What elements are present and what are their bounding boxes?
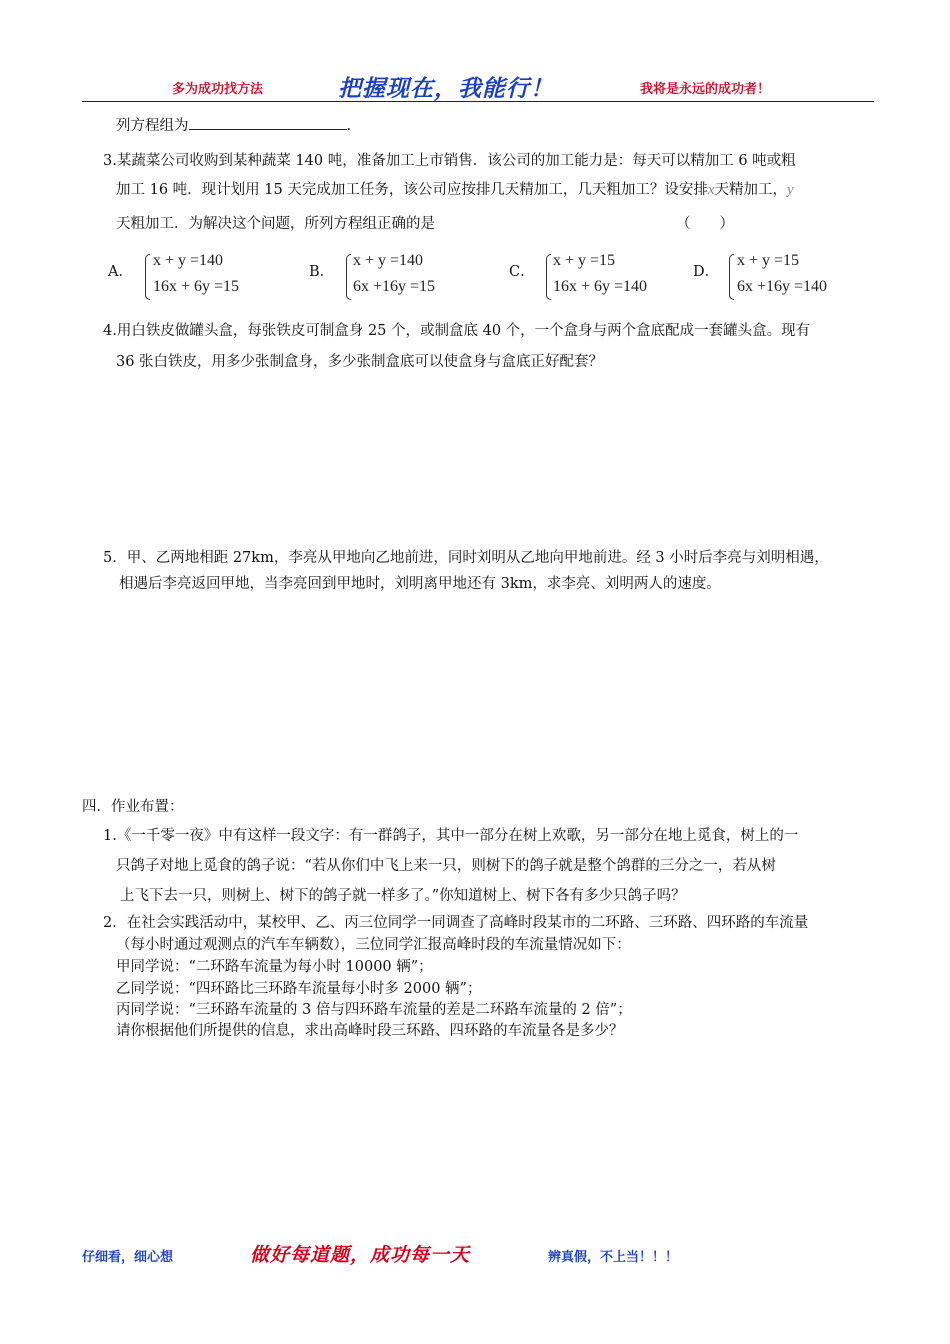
- option-b-label: B．: [309, 264, 335, 280]
- header-title: 把握现在，我能行！: [338, 75, 554, 102]
- q3-line-2-text: 加工 16 吨．现计划用 15 天完成加工任务，该公司应按排几天精加工，几天粗加工？设安排: [116, 182, 708, 198]
- option-d-label: D．: [693, 264, 720, 280]
- s4-p1-line-3: 上飞下去一只，则树上、树下的鸽子就一样多了。”你知道树上、树下各有多少只鸽子吗？: [120, 888, 686, 904]
- s4-p2-line-6: 请你根据他们所提供的信息，求出高峰时段三环路、四环路的车流量各是多少？: [116, 1023, 624, 1039]
- q4-line-2: 36 张白铁皮，用多少张制盒身，多少张制盒底可以使盒身与盒底正好配套？: [116, 354, 604, 370]
- option-b-system: [353, 248, 435, 300]
- option-c-eq2: 16x + 6y =140: [553, 278, 648, 295]
- option-b-eq2: 6x +16y =15: [353, 278, 436, 295]
- header-right-motto: 我将是永远的成功者！: [640, 82, 771, 97]
- s4-p2-line-4: 乙同学说：“四环路比三环路车流量每小时多 2000 辆”；: [116, 981, 482, 997]
- s4-p1-line-2: 只鸽子对地上觅食的鸽子说：“若从你们中飞上来一只，则树下的鸽子就是整个鸽群的三分之一，若从树: [116, 858, 776, 874]
- option-c-system: [553, 248, 647, 300]
- q3-line-3: 天粗加工．为解决这个问题，所列方程组正确的是: [116, 216, 435, 232]
- q3-line-2-text-b: 天精加工，: [714, 182, 788, 198]
- s4-p2-line-1: 2．在社会实践活动中，某校甲、乙、丙三位同学一同调查了高峰时段某市的二环路、三环路、四环路的车流量: [103, 915, 809, 931]
- s4-p2-line-2: （每小时通过观测点的汽车车辆数），三位同学汇报高峰时段的车流量情况如下：: [116, 937, 631, 953]
- option-c-eq1: x + y =15: [553, 252, 616, 269]
- footer-right-motto: 辨真假，不上当！！！: [548, 1250, 679, 1265]
- q5-line-1: 5．甲、乙两地相距 27km，李亮从甲地向乙地前进，同时刘明从乙地向甲地前进。经 3 小时后李亮与刘明相遇，: [103, 550, 829, 566]
- option-d-eq1: x + y =15: [737, 252, 800, 269]
- option-c-label: C．: [509, 264, 535, 280]
- prev-question-line: [116, 115, 351, 136]
- prev-question-end: .: [346, 118, 352, 134]
- header-left-motto: 多为成功找方法: [172, 82, 264, 97]
- option-c-brace: [546, 254, 551, 300]
- footer-title: 做好每道题，成功每一天: [250, 1244, 471, 1266]
- option-d-eq2: 6x +16y =140: [737, 278, 828, 295]
- option-d-system: [737, 248, 827, 300]
- option-b-eq1: x + y =140: [353, 252, 424, 269]
- section-4-title: 四．作业布置：: [82, 799, 184, 815]
- option-b-brace: [346, 254, 351, 300]
- q3-line-1: 3.某蔬菜公司收购到某种蔬菜 140 吨，准备加工上市销售．该公司的加工能力是：每天可以精加工 6 吨或粗: [103, 153, 796, 169]
- q5-line-2: 相遇后李亮返回甲地，当李亮回到甲地时，刘明离甲地还有 3km，求李亮、刘明两人的速度。: [119, 576, 721, 592]
- s4-p1-line-1: 1.《一千零一夜》中有这样一段文字：有一群鸽子，其中一部分在树上欢歌，另一部分在地上觅食，树上的一: [103, 828, 799, 844]
- option-a-system: [153, 248, 239, 300]
- option-a-brace: [145, 254, 150, 300]
- option-d-brace: [729, 254, 734, 300]
- q3-answer-paren: （ ）: [676, 216, 734, 232]
- q4-line-1: 4.用白铁皮做罐头盒，每张铁皮可制盒身 25 个，或制盒底 40 个，一个盒身与两个盒底配成一套罐头盒。现有: [103, 323, 811, 339]
- s4-p2-line-3: 甲同学说：“二环路车流量为每小时 10000 辆”；: [116, 959, 433, 975]
- option-a-label: A．: [108, 264, 133, 280]
- q3-line-2: [116, 180, 794, 200]
- answer-blank: [189, 115, 347, 130]
- s4-p2-line-5: 丙同学说：“三环路车流量的 3 倍与四环路车流量的差是二环路车流量的 2 倍”；: [116, 1002, 632, 1018]
- option-a-eq2: 16x + 6y =15: [153, 278, 240, 295]
- var-x: x: [707, 182, 715, 198]
- header-rule: [82, 101, 874, 102]
- prev-question-text: 列方程组为: [116, 118, 189, 134]
- option-a-eq1: x + y =140: [153, 252, 224, 269]
- footer-left-motto: 仔细看，细心想: [82, 1250, 174, 1265]
- var-y: y: [787, 182, 794, 198]
